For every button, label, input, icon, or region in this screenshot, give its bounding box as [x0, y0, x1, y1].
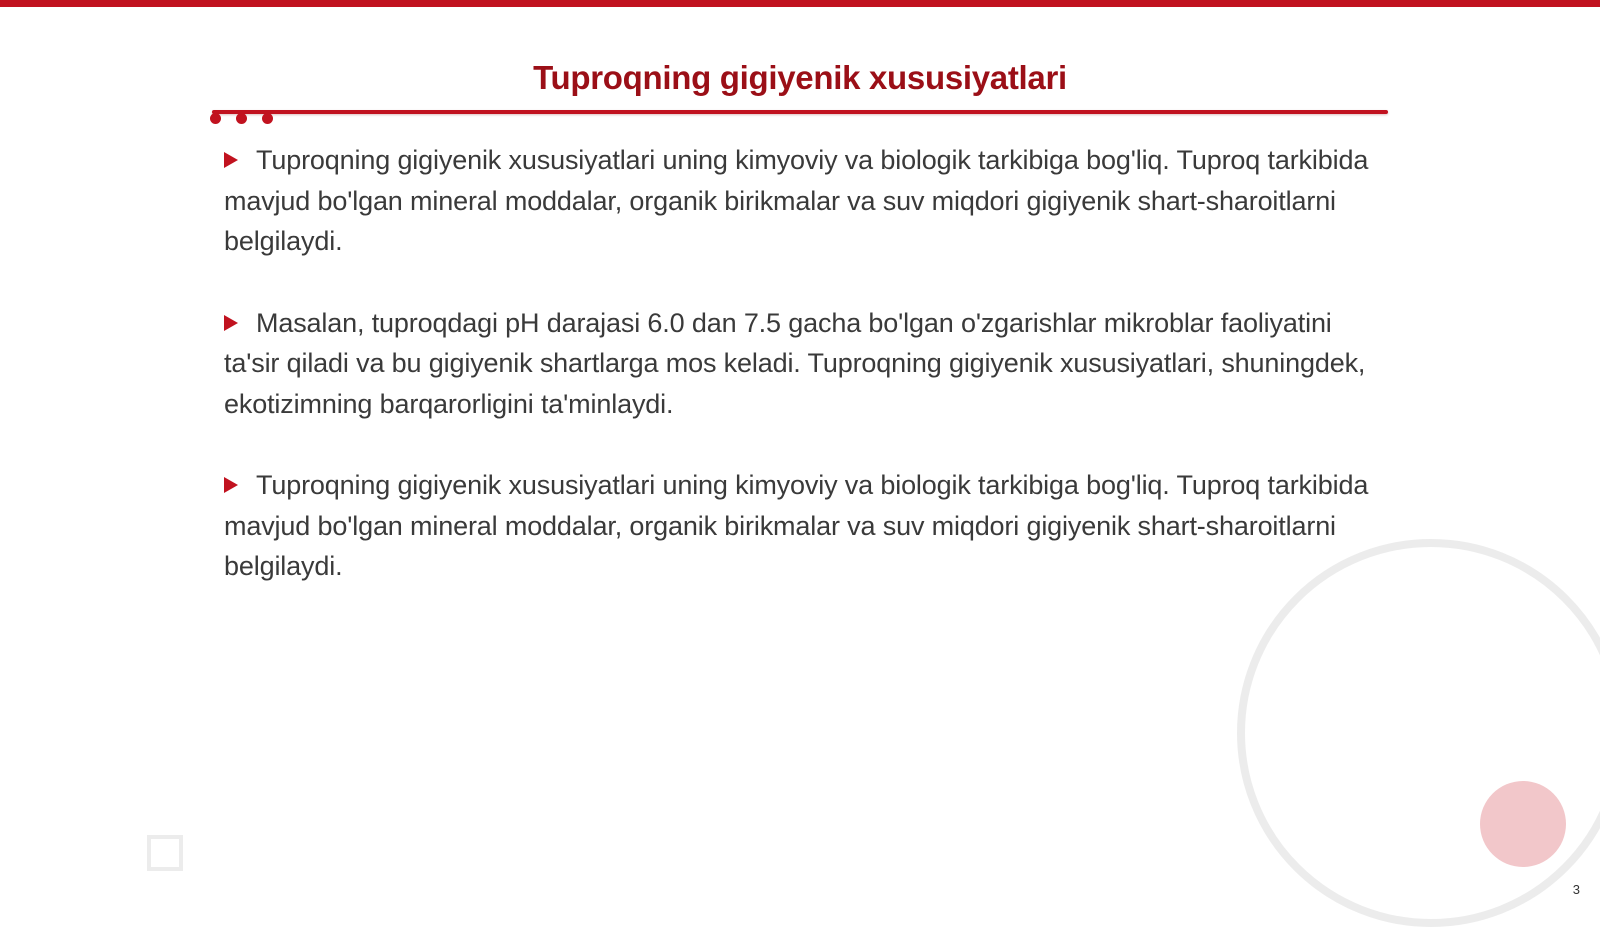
triangle-right-icon	[224, 152, 238, 168]
decorative-ring	[1237, 539, 1600, 927]
bullet-text: Tuproqning gigiyenik xususiyatlari uning kimyoviy va biologik tarkibiga bog'liq. Tuproq tarkibida mavjud bo'lgan mineral moddalar, organik birikmalar va suv miqdori gigiyenik shart-sharoitlarni belgilaydi.	[224, 145, 1369, 256]
decorative-circle	[1480, 781, 1566, 867]
bullet-text: Masalan, tuproqdagi pH darajasi 6.0 dan 7.5 gacha bo'lgan o'zgarishlar mikroblar faoliyatini ta'sir qiladi va bu gigiyenik shartlarga mos keladi. Tuproqning gigiyenik xususiyatlari, shuningdek, ekotizimning barqarorligini ta'minlaydi.	[224, 307, 1366, 419]
decorative-square	[147, 835, 183, 871]
page-number: 3	[1572, 882, 1580, 897]
bullet-text: Tuproqning gigiyenik xususiyatlari uning kimyoviy va biologik tarkibiga bog'liq. Tuproq tarkibida mavjud bo'lgan mineral moddalar, organik birikmalar va suv miqdori gigiyenik shart-sharoitlarni belgilaydi.	[224, 470, 1369, 581]
top-accent-bar	[0, 0, 1600, 7]
underline-dot	[210, 113, 221, 124]
bullet-item	[224, 465, 1384, 587]
title-underline	[212, 110, 1388, 114]
slide-title: Tuproqning gigiyenik xususiyatlari	[533, 59, 1067, 96]
bullet-item	[224, 140, 1384, 262]
bullet-item	[224, 303, 1384, 425]
underline-dot	[262, 113, 273, 124]
underline-dot	[236, 113, 247, 124]
bullet-list	[224, 140, 1384, 628]
triangle-right-icon	[224, 477, 238, 493]
triangle-right-icon	[224, 315, 238, 331]
